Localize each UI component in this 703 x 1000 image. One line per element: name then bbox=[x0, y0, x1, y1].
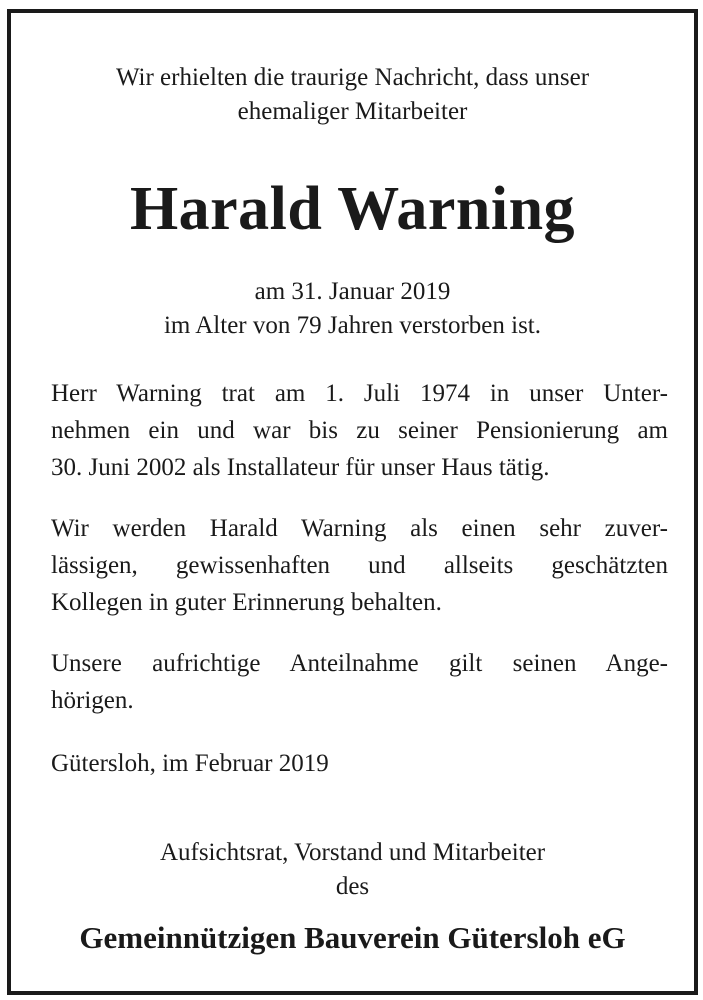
signature-block bbox=[11, 836, 694, 904]
paragraph-remembrance bbox=[51, 510, 668, 621]
paragraph-line: lässigen, gewissenhaften und allseits geschätzten bbox=[51, 552, 668, 579]
intro-text bbox=[11, 61, 694, 129]
death-date: am 31. Januar 2019 bbox=[254, 278, 451, 305]
paragraph-line: Herr Warning trat am 1. Juli 1974 in unser Unter- bbox=[51, 380, 668, 407]
paragraph-line: Kollegen in guter Erinnerung behalten. bbox=[51, 589, 442, 616]
paragraph-line: Wir werden Harald Warning als einen sehr zuver- bbox=[51, 515, 668, 542]
place-date: Gütersloh, im Februar 2019 bbox=[51, 750, 329, 777]
paragraph-line: nehmen ein und war bis zu seiner Pensionierung am bbox=[51, 417, 668, 444]
paragraph-line: Unsere aufrichtige Anteilnahme gilt seinen Ange- bbox=[51, 650, 668, 677]
signature-line-2: des bbox=[335, 873, 370, 900]
paragraph-line: hörigen. bbox=[51, 687, 134, 714]
paragraph-condolence bbox=[51, 645, 668, 719]
intro-line-2: ehemaliger Mitarbeiter bbox=[237, 98, 468, 125]
paragraph-line: 30. Juni 2002 als Installateur für unser Haus tätig. bbox=[51, 454, 550, 481]
company-name: Gemeinnützigen Bauverein Gütersloh eG bbox=[79, 920, 626, 955]
signature-line-1: Aufsichtsrat, Vorstand und Mitarbeiter bbox=[159, 839, 546, 866]
intro-line-1: Wir erhielten die traurige Nachricht, dass unser bbox=[115, 64, 590, 91]
death-age: im Alter von 79 Jahren verstorben ist. bbox=[163, 312, 541, 339]
obituary-notice bbox=[7, 9, 698, 995]
death-details bbox=[11, 275, 694, 343]
paragraph-employment bbox=[51, 375, 668, 486]
deceased-name: Harald Warning bbox=[129, 175, 576, 243]
